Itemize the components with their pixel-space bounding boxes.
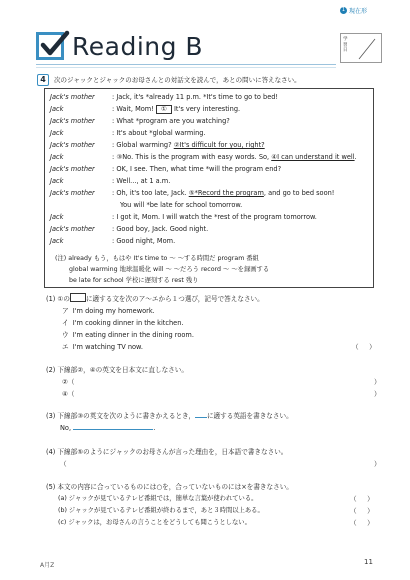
- dialogue-line: [50, 141, 265, 149]
- underlined-4: ④I can understand it well: [271, 153, 355, 161]
- utterance-cont: .: [354, 153, 357, 161]
- title-divider-light: [36, 67, 336, 68]
- q1-suffix: に適する文を次のア～エから１つ選び，記号で答えなさい。: [85, 295, 264, 303]
- q3-answer-prefix: No,: [60, 424, 72, 432]
- dialogue-line: [50, 117, 230, 125]
- option-mark: ウ: [62, 331, 69, 339]
- underlined-2: ②It's difficult for you, right?: [173, 141, 265, 149]
- utterance: : It's about *global warming.: [112, 129, 206, 137]
- speaker: Jack: [50, 213, 64, 221]
- utterance: : ③No. This is the program with easy words. So,: [112, 153, 272, 161]
- checkmark-icon: [36, 32, 64, 60]
- dialogue-line: [50, 225, 208, 233]
- answer-paren[interactable]: [350, 493, 374, 503]
- option-b: [62, 317, 184, 327]
- speaker: Jack: [50, 177, 64, 185]
- option-text: I'm watching TV now.: [72, 343, 143, 351]
- utterance: : Global warming?: [112, 141, 174, 149]
- q2-answer-4[interactable]: ④（: [62, 390, 75, 398]
- paren-open: （: [350, 495, 357, 503]
- dialogue-line: [50, 237, 175, 245]
- dialogue-line: [50, 153, 357, 161]
- q4-prompt: (4) 下線部⑤のようにジャックのお母さんが言った理由を，日本語で書きなさい。: [46, 448, 288, 456]
- study-date-label: 学習日: [343, 37, 348, 53]
- speaker: Jack's mother: [50, 165, 95, 173]
- utterance: : Wait, Mom!: [112, 105, 156, 113]
- footer-code: A月Z: [40, 562, 55, 569]
- option-c: [62, 329, 194, 339]
- q3-answer[interactable]: [60, 423, 155, 432]
- utterance: : Good boy, Jack. Good night.: [112, 225, 209, 233]
- q5-item-b: (b) ジャックが見ているテレビ番組が終わるまで，あと３時間以上ある。: [58, 507, 264, 514]
- speaker: Jack: [50, 237, 64, 245]
- speaker: Jack: [50, 153, 64, 161]
- utterance: : OK, I see. Then, what time *will the program end?: [112, 165, 282, 173]
- q3-suffix: に適する英語を書きなさい。: [206, 412, 293, 420]
- paren-open: （: [350, 519, 357, 527]
- speaker: Jack: [50, 129, 64, 137]
- utterance: : Oh, it's too late, Jack.: [112, 189, 189, 197]
- q5-prompt: (5) 本文の内容に合っているものには○を，合っていないものには×を書きなさい。: [46, 483, 293, 491]
- q2-answer-2[interactable]: ②（: [62, 378, 75, 386]
- vocab-note: global warming 地球温暖化 will ～ ～だろう record ～ ～を録画する: [69, 266, 270, 273]
- speaker: Jack: [50, 105, 64, 113]
- utterance-cont: , and go to bed soon!: [263, 189, 335, 197]
- q1-prompt: [46, 293, 264, 303]
- q3-answer-suffix: .: [153, 424, 156, 432]
- dialogue-line: [50, 165, 281, 173]
- dialogue-box: [44, 88, 374, 288]
- dialogue-line: [120, 201, 242, 209]
- option-mark: イ: [62, 319, 69, 327]
- option-text: I'm cooking dinner in the kitchen.: [72, 319, 184, 327]
- answer-paren[interactable]: [350, 517, 374, 527]
- paren-close: ）: [367, 495, 374, 503]
- page-number: 11: [364, 558, 373, 566]
- unit-number-icon: 1: [341, 7, 346, 13]
- utterance: : Good night, Mom.: [112, 237, 176, 245]
- utterance: : Well..., at 1 a.m.: [112, 177, 171, 185]
- speaker: Jack's mother: [50, 93, 95, 101]
- blank-underline: [195, 411, 207, 418]
- option-text: I'm doing my homework.: [72, 307, 155, 315]
- q3-prefix: (3) 下線部③の英文を次のように書きかえるとき，: [46, 412, 195, 420]
- study-date-box[interactable]: [340, 33, 382, 63]
- title-divider: [36, 64, 336, 65]
- dialogue-line: [50, 93, 278, 101]
- utterance: You will *be late for school tomorrow.: [120, 201, 243, 209]
- utterance: : Jack, it's *already 11 p.m. *It's time to go to bed!: [112, 93, 279, 101]
- speaker: Jack's mother: [50, 117, 95, 125]
- vocab-note: (注) already もう，もはや It's time to ～ ～する時間だ program 番組: [55, 255, 259, 262]
- q3-prompt: [46, 410, 293, 420]
- slash-icon: [351, 36, 381, 62]
- option-mark: ア: [62, 307, 69, 315]
- paren-close: ）: [367, 519, 374, 527]
- speaker: Jack's mother: [50, 141, 95, 149]
- blank-box-1: ①: [156, 105, 172, 114]
- q5-item-c: (c) ジャックは，お母さんの言うことをどうしても聞こうとしない。: [58, 519, 251, 526]
- vocab-note: be late for school 学校に遅刻する rest 残り: [69, 277, 199, 284]
- dialogue-line: [50, 129, 206, 137]
- option-a: [62, 305, 155, 315]
- paren-close: ）: [374, 390, 381, 398]
- q2-prompt: (2) 下線部②，④の英文を日本文に直しなさい。: [46, 366, 188, 374]
- speaker: Jack's mother: [50, 189, 95, 197]
- utterance-cont: It's very interesting.: [171, 105, 241, 113]
- unit-label: 現在形: [349, 8, 368, 15]
- question-instruction: 次のジャックとジャックのお母さんとの対話文を読んで，あとの問いに答えなさい。: [54, 76, 301, 84]
- dialogue-line: [50, 105, 240, 114]
- unit-badge: [340, 6, 367, 15]
- dialogue-line: [50, 213, 317, 221]
- utterance: : What *program are you watching?: [112, 117, 230, 125]
- utterance: : I got it, Mom. I will watch the *rest of the program tomorrow.: [112, 213, 317, 221]
- paren-open: （: [352, 343, 359, 351]
- option-mark: エ: [62, 343, 69, 351]
- blank-box: [70, 293, 86, 302]
- option-d: [62, 341, 143, 351]
- paren-close: ）: [374, 378, 381, 386]
- q4-answer[interactable]: （: [60, 460, 67, 468]
- underlined-5: ⑤*Record the program: [188, 189, 264, 197]
- option-text: I'm eating dinner in the dining room.: [72, 331, 194, 339]
- q5-item-a: (a) ジャックが見ているテレビ番組では，簡単な言葉が使われている。: [58, 495, 258, 502]
- dialogue-line: [50, 189, 334, 197]
- title-row: [36, 26, 203, 66]
- paren-close: ）: [374, 460, 381, 468]
- paren-close: ）: [369, 343, 376, 351]
- speaker: Jack's mother: [50, 225, 95, 233]
- page-title: Reading B: [72, 31, 204, 61]
- answer-paren[interactable]: [350, 505, 374, 515]
- paren-close: ）: [367, 507, 374, 515]
- answer-paren[interactable]: [352, 341, 376, 351]
- question-number: 4: [37, 74, 49, 86]
- answer-underline[interactable]: [73, 423, 156, 432]
- q1-prefix: (1) ①の: [46, 295, 70, 303]
- paren-open: （: [350, 507, 357, 515]
- dialogue-line: [50, 177, 170, 185]
